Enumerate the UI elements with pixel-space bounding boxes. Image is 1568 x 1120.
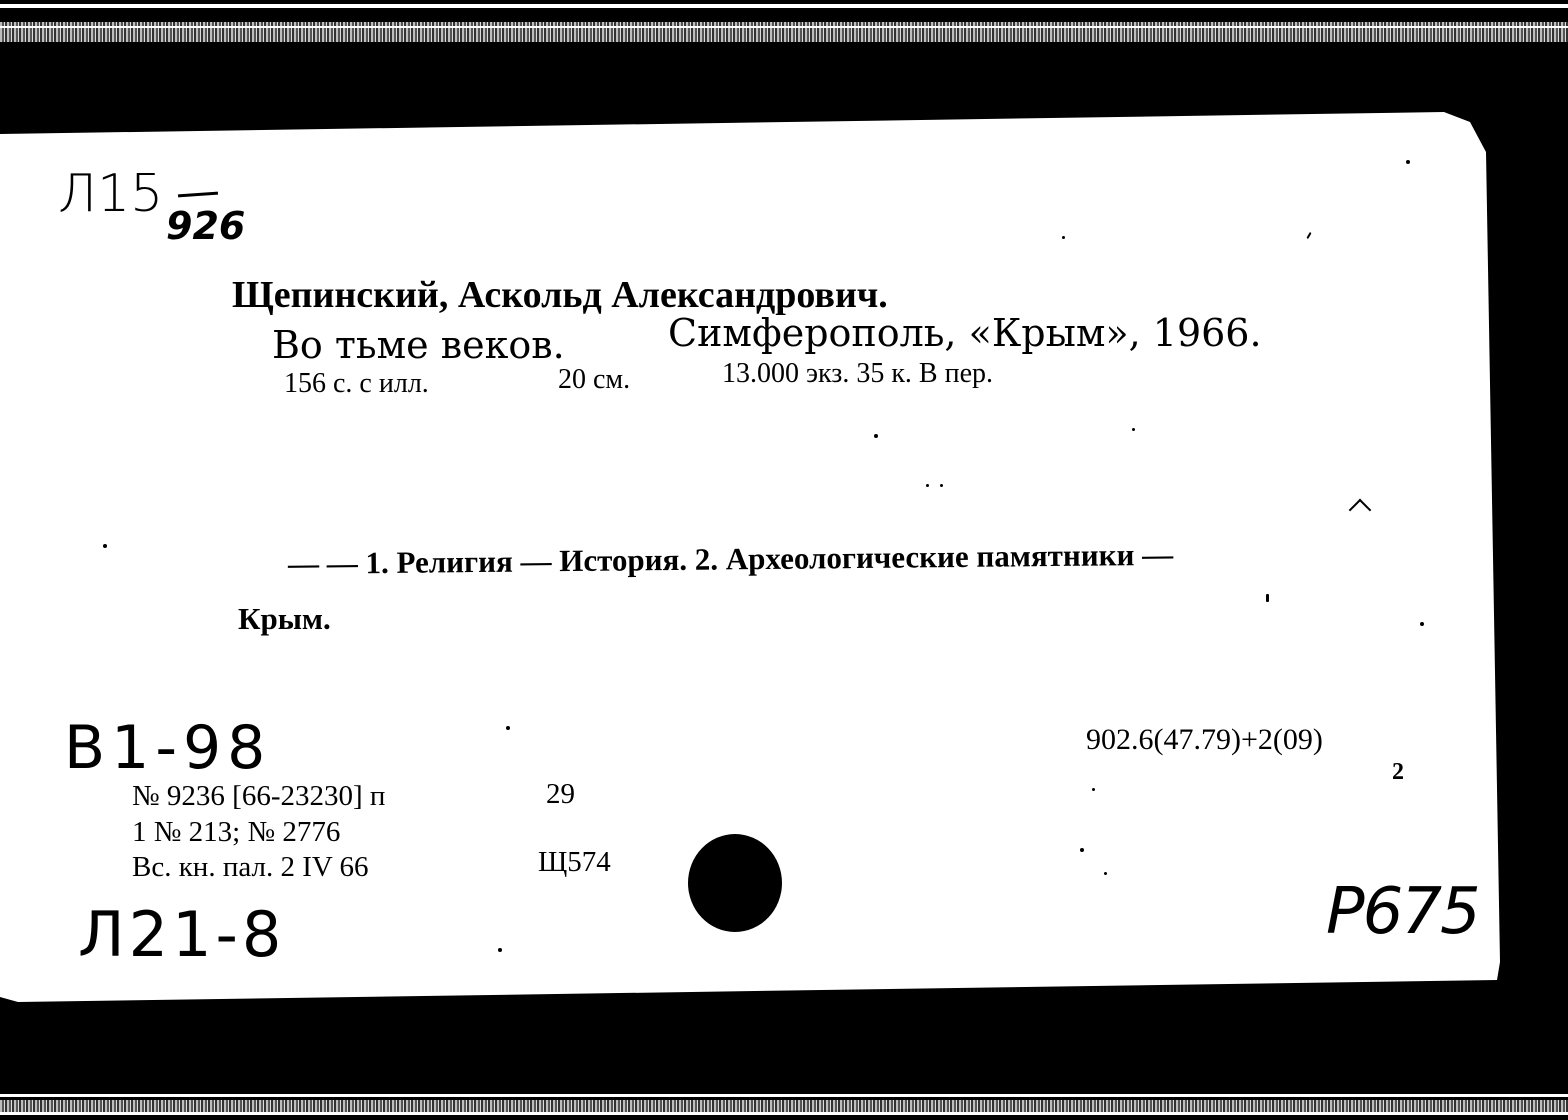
dimensions: 20 см.	[558, 364, 631, 395]
speck	[874, 434, 878, 438]
top-scan-noise	[0, 22, 1568, 42]
registry-count: 29	[546, 778, 575, 810]
imprint: Симферополь, «Крым», 1966.	[668, 311, 1262, 355]
speck	[506, 726, 510, 730]
book-title: Во тьме веков.	[272, 323, 565, 367]
speck	[1124, 60, 1140, 62]
handwritten-shelf-mark: Л15	[58, 164, 164, 224]
registry-refs: 1 № 213; № 2776	[132, 816, 341, 848]
subject-headings: — — 1. Религия — История. 2. Археологические памятники —	[287, 536, 1174, 581]
classification-subscript: 2	[1392, 759, 1404, 785]
card-punch-hole	[688, 834, 782, 932]
speck	[1092, 788, 1095, 791]
speck	[926, 484, 929, 487]
speck	[498, 948, 502, 952]
classification-code: 902.6(47.79)+2(09)	[1086, 723, 1323, 756]
subject-headings-cont: Крым.	[238, 601, 331, 636]
registry-number: № 9236 [66-23230] п	[132, 780, 386, 812]
edition-price: 13.000 экз. 35 к. В пер.	[722, 358, 994, 389]
speck	[1080, 848, 1084, 852]
handwritten-code-b: B1-98	[64, 713, 272, 783]
bottom-rule	[0, 1094, 1568, 1097]
handwritten-shelf-number: 926	[166, 204, 246, 248]
handwritten-code-p: P675	[1326, 875, 1479, 949]
speck	[1406, 160, 1410, 164]
speck	[1062, 236, 1065, 239]
top-rule-2	[0, 26, 1568, 28]
speck	[940, 484, 943, 487]
registry-chamber: Вс. кн. пал. 2 IV 66	[132, 851, 369, 883]
bottom-rule-2	[0, 1112, 1568, 1115]
speck	[1132, 428, 1135, 431]
handwritten-code-l: Л21-8	[78, 898, 286, 971]
speck	[103, 544, 107, 548]
speck	[1104, 872, 1107, 875]
speck	[1266, 594, 1269, 602]
pagination: 156 с. с илл.	[284, 368, 429, 399]
speck	[1420, 622, 1424, 626]
author-heading: Щепинский, Аскольд Александрович.	[232, 274, 888, 316]
top-rule	[0, 4, 1568, 8]
author-sign: Щ574	[538, 846, 611, 878]
